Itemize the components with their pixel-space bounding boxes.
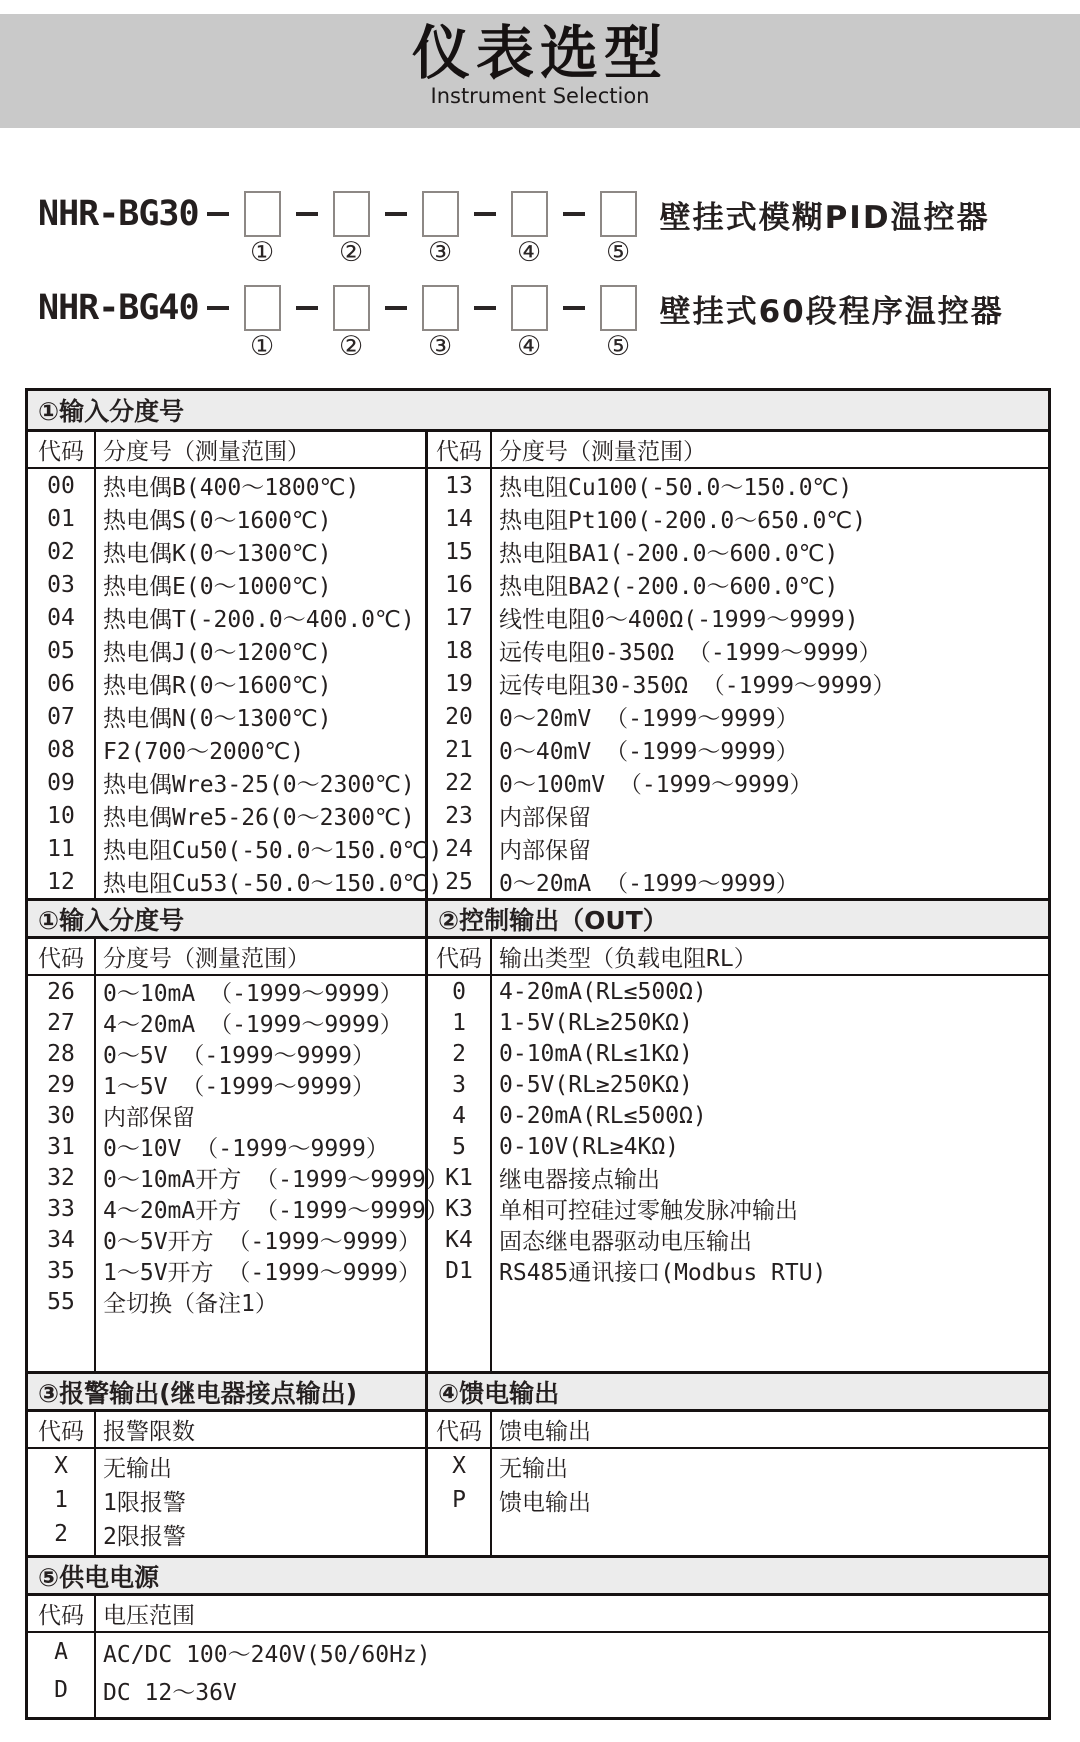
code-cell: 01	[47, 505, 75, 532]
code-cell: 21	[445, 736, 473, 763]
desc-cell: 0～10V （-1999～9999）	[103, 1136, 389, 1162]
column-header-desc: 报警限数	[103, 1419, 195, 1445]
model-line-nhr-bg40	[38, 284, 1004, 362]
desc-cell: 热电阻Cu53(-50.0～150.0℃)	[103, 871, 443, 897]
code-cell: 14	[445, 505, 473, 532]
code-box-2	[333, 191, 370, 268]
desc-cell: 0-20mA(RL≤500Ω)	[499, 1102, 707, 1129]
code-box-2	[333, 285, 370, 362]
column-header-row	[28, 432, 1048, 469]
code-cell: 3	[452, 1071, 466, 1098]
power-supply-rows	[28, 1633, 1048, 1717]
column-header-code: 代码	[38, 1603, 84, 1629]
table-row	[28, 976, 425, 1007]
code-cell: 13	[445, 472, 473, 499]
code-cell: 55	[47, 1288, 75, 1315]
desc-cell: 无输出	[499, 1455, 568, 1482]
table-row	[28, 601, 425, 634]
desc-cell: 热电偶Wre3-25(0～2300℃)	[103, 772, 415, 798]
position-marker-3: ③	[427, 331, 453, 362]
desc-cell: RS485通讯接口(Modbus RTU)	[499, 1260, 827, 1286]
column-header-row	[28, 1596, 1048, 1633]
code-cell: 1	[452, 1009, 466, 1036]
code-cell: K4	[445, 1226, 473, 1253]
desc-cell: 单相可控硅过零触发脉冲输出	[499, 1198, 798, 1224]
table-row	[28, 766, 425, 799]
code-cell: 15	[445, 538, 473, 565]
table-row	[428, 502, 1048, 535]
table-row	[28, 700, 425, 733]
code-cell: D	[54, 1677, 68, 1703]
code-cell: 30	[47, 1102, 75, 1129]
table-row	[428, 1131, 1048, 1162]
code-cell: 06	[47, 670, 75, 697]
dash-separator	[385, 306, 407, 310]
table-row	[428, 1100, 1048, 1131]
desc-cell: 0～20mV （-1999～9999）	[499, 706, 799, 732]
section-header-input-and-output	[28, 898, 1048, 939]
table-row	[28, 733, 425, 766]
desc-cell: AC/DC 100～240V(50/60Hz)	[103, 1641, 431, 1668]
code-cell: 24	[445, 835, 473, 862]
desc-cell: 4～20mA开方 （-1999～9999）	[103, 1198, 449, 1224]
desc-cell: 内部保留	[499, 838, 591, 864]
code-cell: 05	[47, 637, 75, 664]
column-header-row	[28, 1412, 1048, 1449]
table-row	[428, 634, 1048, 667]
input-division-rows-1	[28, 469, 1048, 898]
column-header-desc: 分度号（测量范围）	[103, 439, 310, 465]
table-row	[428, 1069, 1048, 1100]
desc-cell: 内部保留	[103, 1105, 195, 1131]
desc-cell: 0～40mV （-1999～9999）	[499, 739, 799, 765]
model-code: NHR-BG30	[38, 194, 199, 234]
selection-table	[25, 388, 1051, 1720]
desc-cell: 0～20mA （-1999～9999）	[499, 871, 799, 897]
section-title: ③报警输出(继电器接点输出)	[38, 1378, 358, 1408]
dash-separator	[296, 212, 318, 216]
code-cell: 1	[54, 1487, 68, 1513]
table-row	[428, 733, 1048, 766]
desc-cell: 2限报警	[103, 1523, 186, 1550]
table-row	[28, 1193, 449, 1224]
model-description: 壁挂式模糊PID温控器	[659, 199, 990, 236]
column-header-desc: 分度号（测量范围）	[499, 439, 706, 465]
table-row	[28, 832, 443, 865]
desc-cell: 0～10mA开方 （-1999～9999）	[103, 1167, 449, 1193]
table-row	[28, 1671, 1048, 1709]
desc-cell: 0～5V开方 （-1999～9999）	[103, 1229, 422, 1255]
desc-cell: 热电偶N(0～1300℃)	[103, 706, 332, 732]
column-header-desc: 电压范围	[103, 1603, 195, 1629]
table-row	[28, 568, 425, 601]
position-marker-4: ④	[516, 237, 542, 268]
desc-cell: 热电偶S(0～1600℃)	[103, 508, 332, 534]
desc-cell: 1-5V(RL≥250KΩ)	[499, 1009, 693, 1036]
table-row	[428, 1038, 1048, 1069]
page-subtitle: Instrument Selection	[430, 84, 650, 108]
code-cell: 17	[445, 604, 473, 631]
column-header-desc: 分度号（测量范围）	[103, 946, 310, 972]
code-cell: K1	[445, 1164, 473, 1191]
code-cell: 27	[47, 1009, 75, 1036]
table-row	[428, 1162, 1048, 1193]
desc-cell: 0-10mA(RL≤1KΩ)	[499, 1040, 693, 1067]
table-row	[28, 1100, 425, 1131]
code-box-1	[244, 191, 281, 268]
code-box-1	[244, 285, 281, 362]
table-row	[428, 1483, 1048, 1517]
position-marker-5: ⑤	[605, 237, 631, 268]
column-header-code: 代码	[38, 1419, 84, 1445]
desc-cell: 热电阻BA1(-200.0～600.0℃)	[499, 541, 839, 567]
desc-cell: 远传电阻30-350Ω （-1999～9999）	[499, 673, 896, 699]
table-row	[28, 1007, 425, 1038]
table-row	[428, 832, 1048, 865]
desc-cell: 线性电阻0～400Ω(-1999～9999)	[499, 607, 859, 633]
desc-cell: 1限报警	[103, 1489, 186, 1516]
dash-separator	[563, 212, 585, 216]
desc-cell: 0～100mV （-1999～9999）	[499, 772, 813, 798]
table-row	[28, 1162, 449, 1193]
code-cell: 11	[47, 835, 75, 862]
code-cell: 2	[452, 1040, 466, 1067]
desc-cell: 4～20mA （-1999～9999）	[103, 1012, 403, 1038]
dash-separator	[474, 212, 496, 216]
page-title: 仪表选型	[411, 19, 668, 87]
desc-cell: 热电阻Cu100(-50.0～150.0℃)	[499, 475, 853, 501]
code-cell: 12	[47, 868, 75, 895]
page-header	[0, 14, 1080, 128]
table-row	[428, 799, 1048, 832]
desc-cell: 热电阻Pt100(-200.0～650.0℃)	[499, 508, 867, 534]
table-row	[28, 1069, 425, 1100]
table-row	[28, 865, 443, 898]
position-marker-1: ①	[249, 237, 275, 268]
code-box-5	[600, 191, 637, 268]
position-marker-3: ③	[427, 237, 453, 268]
table-row	[28, 1038, 425, 1069]
code-cell: 33	[47, 1195, 75, 1222]
code-cell: 03	[47, 571, 75, 598]
section-header-alarm-and-feed	[28, 1371, 1048, 1412]
section-title: ①输入分度号	[38, 905, 185, 935]
code-cell: K3	[445, 1195, 473, 1222]
section-title: ②控制输出（OUT）	[438, 905, 668, 935]
desc-cell: 固态继电器驱动电压输出	[499, 1229, 752, 1255]
desc-cell: 热电偶T(-200.0～400.0℃)	[103, 607, 415, 633]
dash-separator	[296, 306, 318, 310]
code-cell: 08	[47, 736, 75, 763]
table-row	[28, 1131, 425, 1162]
desc-cell: 0-5V(RL≥250KΩ)	[499, 1071, 693, 1098]
desc-cell: 馈电输出	[499, 1489, 591, 1516]
section-header-input-division	[28, 391, 1048, 432]
code-cell: 25	[445, 868, 473, 895]
section-title: ⑤供电电源	[38, 1562, 160, 1592]
code-cell: 20	[445, 703, 473, 730]
desc-cell: 1～5V开方 （-1999～9999）	[103, 1260, 422, 1286]
code-cell: 4	[452, 1102, 466, 1129]
code-box-4	[511, 285, 548, 362]
section-title: ④馈电输出	[438, 1378, 560, 1408]
code-box-3	[422, 191, 459, 268]
dash-separator	[207, 306, 229, 310]
table-row	[28, 667, 425, 700]
dash-separator	[207, 212, 229, 216]
column-header-code: 代码	[38, 439, 84, 465]
code-cell: 07	[47, 703, 75, 730]
model-code: NHR-BG40	[38, 288, 199, 328]
dash-separator	[385, 212, 407, 216]
table-row	[428, 535, 1048, 568]
alarm-and-feed-rows	[28, 1449, 1048, 1555]
table-row	[428, 1007, 1048, 1038]
column-header-code: 代码	[436, 1419, 482, 1445]
desc-cell: 0～5V （-1999～9999）	[103, 1043, 376, 1069]
desc-cell: 热电偶R(0～1600℃)	[103, 673, 332, 699]
table-row	[28, 1255, 425, 1286]
column-header-code: 代码	[436, 946, 482, 972]
dash-separator	[563, 306, 585, 310]
code-cell: A	[54, 1639, 68, 1665]
code-cell: 10	[47, 802, 75, 829]
table-row	[428, 601, 1048, 634]
code-cell: D1	[445, 1257, 473, 1284]
table-row	[28, 799, 425, 832]
desc-cell: 1～5V （-1999～9999）	[103, 1074, 376, 1100]
table-row	[28, 1483, 425, 1517]
section-header-power-supply	[28, 1555, 1048, 1596]
table-row	[428, 1449, 1048, 1483]
table-row	[428, 469, 1048, 502]
table-row	[428, 1193, 1048, 1224]
desc-cell: 热电偶E(0～1000℃)	[103, 574, 332, 600]
desc-cell: 热电阻Cu50(-50.0～150.0℃)	[103, 838, 443, 864]
code-box-5	[600, 285, 637, 362]
section-title: ①输入分度号	[38, 397, 185, 426]
table-row	[28, 1633, 1048, 1671]
desc-cell: 热电阻BA2(-200.0～600.0℃)	[499, 574, 839, 600]
code-cell: 22	[445, 769, 473, 796]
code-cell: 04	[47, 604, 75, 631]
desc-cell: 热电偶B(400～1800℃)	[103, 475, 360, 501]
desc-cell: 热电偶Wre5-26(0～2300℃)	[103, 805, 415, 831]
table-row	[428, 766, 1048, 799]
column-header-row	[28, 939, 1048, 976]
table-row	[28, 502, 425, 535]
code-cell: 19	[445, 670, 473, 697]
table-row	[28, 634, 425, 667]
desc-cell: 热电偶J(0～1200℃)	[103, 640, 332, 666]
code-cell: 28	[47, 1040, 75, 1067]
position-marker-2: ②	[338, 331, 364, 362]
desc-cell: 热电偶K(0～1300℃)	[103, 541, 332, 567]
desc-cell: 内部保留	[499, 805, 591, 831]
model-description: 壁挂式60段程序温控器	[659, 293, 1004, 330]
dash-separator	[474, 306, 496, 310]
code-cell: X	[54, 1453, 68, 1479]
code-box-4	[511, 191, 548, 268]
code-cell: 02	[47, 538, 75, 565]
table-row	[28, 1286, 425, 1317]
code-box-3	[422, 285, 459, 362]
code-cell: 00	[47, 472, 75, 499]
code-cell: 5	[452, 1133, 466, 1160]
table-row	[28, 469, 425, 502]
column-header-desc: 输出类型（负载电阻RL）	[499, 946, 757, 972]
desc-cell: 继电器接点输出	[499, 1167, 660, 1193]
code-cell: 09	[47, 769, 75, 796]
table-row	[428, 976, 1048, 1007]
code-cell: 31	[47, 1133, 75, 1160]
code-cell: 0	[452, 978, 466, 1005]
code-cell: 29	[47, 1071, 75, 1098]
code-cell: 35	[47, 1257, 75, 1284]
position-marker-4: ④	[516, 331, 542, 362]
desc-cell: 全切换（备注1）	[103, 1291, 278, 1317]
position-marker-2: ②	[338, 237, 364, 268]
table-row	[428, 667, 1048, 700]
code-cell: P	[452, 1487, 466, 1513]
code-cell: 32	[47, 1164, 75, 1191]
position-marker-1: ①	[249, 331, 275, 362]
column-header-code: 代码	[38, 946, 84, 972]
table-row	[428, 1224, 1048, 1255]
desc-cell: 4-20mA(RL≤500Ω)	[499, 978, 707, 1005]
table-row	[428, 1255, 1048, 1286]
column-header-code: 代码	[436, 439, 482, 465]
desc-cell: 0～10mA （-1999～9999）	[103, 981, 403, 1007]
column-header-desc: 馈电输出	[499, 1419, 591, 1445]
code-cell: 18	[445, 637, 473, 664]
code-cell: 23	[445, 802, 473, 829]
table-row	[28, 1224, 425, 1255]
code-cell: X	[452, 1453, 466, 1479]
desc-cell: 无输出	[103, 1455, 172, 1482]
position-marker-5: ⑤	[605, 331, 631, 362]
code-cell: 34	[47, 1226, 75, 1253]
code-cell: 26	[47, 978, 75, 1005]
table-row	[428, 568, 1048, 601]
code-cell: 16	[445, 571, 473, 598]
code-cell: 2	[54, 1521, 68, 1547]
desc-cell: 0-10V(RL≥4KΩ)	[499, 1133, 680, 1160]
desc-cell: F2(700～2000℃)	[103, 739, 305, 765]
input-division-rows-2-and-control-output	[28, 976, 1048, 1371]
table-row	[28, 1517, 425, 1551]
table-row	[28, 1449, 425, 1483]
table-row	[428, 700, 1048, 733]
desc-cell: DC 12～36V	[103, 1679, 237, 1706]
desc-cell: 远传电阻0-350Ω （-1999～9999）	[499, 640, 882, 666]
model-line-nhr-bg30	[38, 190, 990, 268]
table-row	[28, 535, 425, 568]
table-row	[428, 865, 1048, 898]
